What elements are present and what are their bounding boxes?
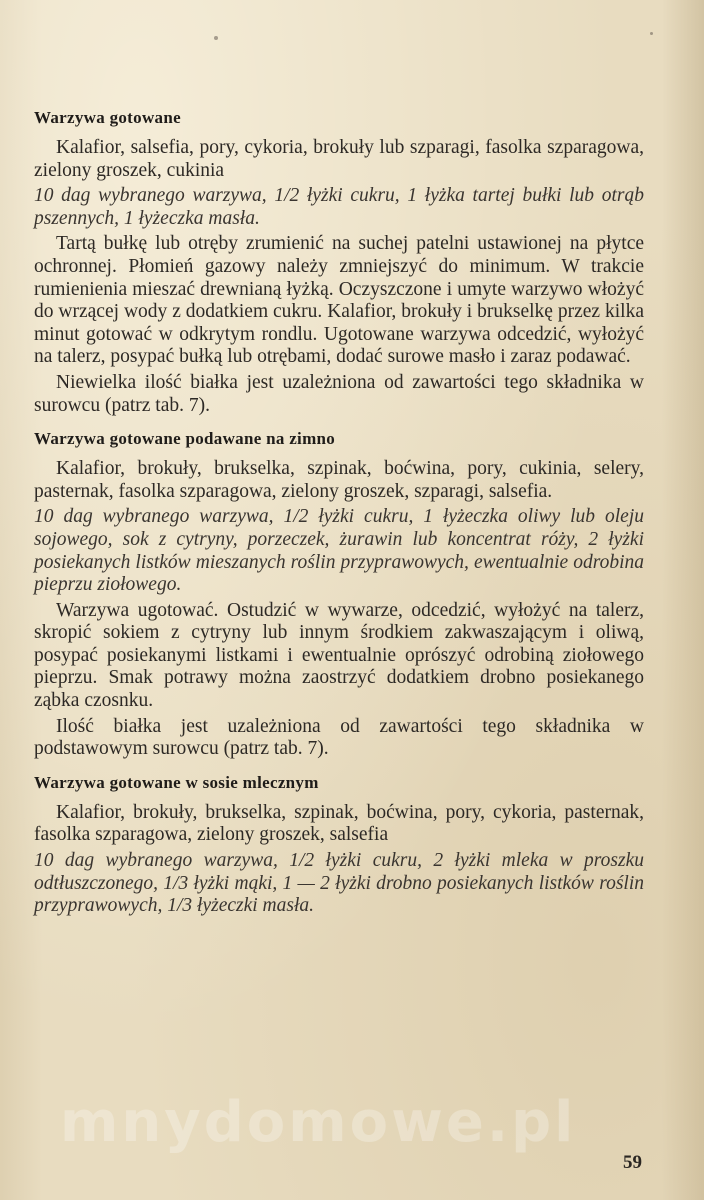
print-speck [650,32,653,35]
recipe-section-milk-sauce-vegetables [34,773,644,918]
ingredient-quantities: 10 dag wybranego warzywa, 1/2 łyżki cukru, 1 łyżeczka oliwy lub oleju sojowego, sok z cytryny, porzeczek, żurawin lub koncentrat róży, 2 łyżki posiekanych listków mieszanych roślin przyprawowych, ewentualnie odrobina pieprzu ziołowego. [34,506,644,596]
recipe-section-cold-vegetables [34,429,644,761]
book-page [34,108,644,1198]
recipe-section-cooked-vegetables [34,108,644,417]
ingredient-quantities: 10 dag wybranego warzywa, 1/2 łyżki cukru, 1 łyżka tartej bułki lub otrąb pszennych, 1 łyżeczka masła. [34,185,644,229]
ingredient-quantities: 10 dag wybranego warzywa, 1/2 łyżki cukru, 2 łyżki mleka w proszku odtłuszczonego, 1/3 łyżki mąki, 1 — 2 łyżki drobno posiekanych listków roślin przyprawowych, 1/3 łyżeczki masła. [34,850,644,917]
ingredients-list: Kalafior, brokuły, brukselka, szpinak, boćwina, pory, cykoria, pasternak, fasolka szparagowa, zielony groszek, salsefia [34,801,644,846]
ingredients-list: Kalafior, brokuły, brukselka, szpinak, boćwina, pory, cukinia, selery, pasternak, fasolka szparagowa, zielony groszek, szparagi, salsefia. [34,458,644,502]
protein-note: Ilość białka jest uzależniona od zawartości tego składnika w podstawowym surowcu (patrz tab. 7). [34,715,644,760]
print-speck [214,36,218,40]
ingredients-list: Kalafior, salsefia, pory, cykoria, brokuły lub szparagi, fasolka szparagowa, zielony groszek, cukinia [34,137,644,181]
preparation-instructions: Warzywa ugotować. Ostudzić w wywarze, odcedzić, wyłożyć na talerz, skropić sokiem z cytryny lub innym środkiem zakwaszającym i oliwą, posypać posiekanymi listkami i ewentualnie oprószyć odrobiną ziołowego pieprzu. Smak potrawy można zaostrzyć dodatkiem drobno posiekanego ząbka czosnku. [34,599,644,712]
protein-note: Niewielka ilość białka jest uzależniona od zawartości tego składnika w surowcu (patrz tab. 7). [34,371,644,416]
section-heading: Warzywa gotowane podawane na zimno [34,429,336,449]
preparation-instructions: Tartą bułkę lub otręby zrumienić na suchej patelni ustawionej na płytce ochronnej. Płomień gazowy należy zmniejszyć do minimum. W trakcie rumienienia mieszać drewnianą łyżką. Oczyszczone i umyte warzywo włożyć do wrzącej wody z dodatkiem cukru. Kalafior, brokuły i brukselkę przez kilka minut gotować w odkrytym rondlu. Ugotowane warzywa odcedzić, wyłożyć na talerz, posypać bułką lub otrębami, dodać surowe masło i zaraz podawać. [34,233,644,368]
site-watermark: mnydomowe.pl [60,1090,577,1155]
page-number: 59 [623,1152,642,1173]
section-heading: Warzywa gotowane [34,108,181,127]
section-heading: Warzywa gotowane w sosie mlecznym [34,772,319,792]
